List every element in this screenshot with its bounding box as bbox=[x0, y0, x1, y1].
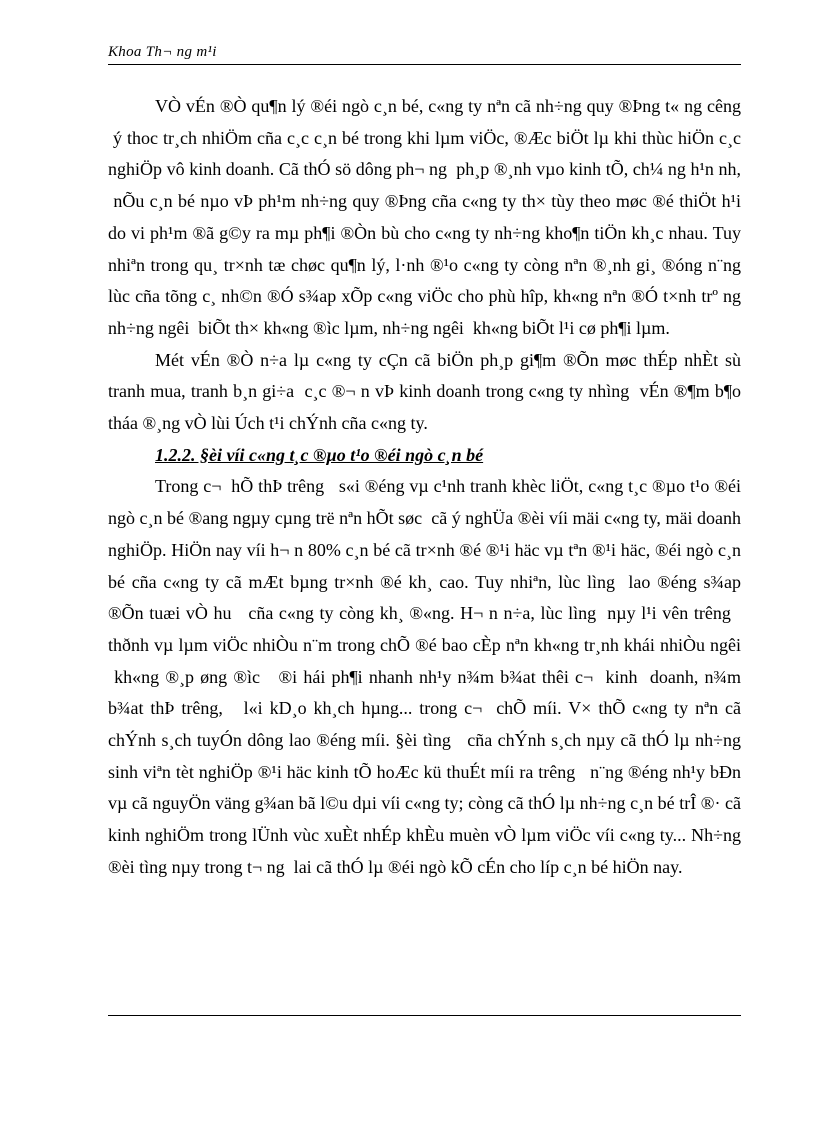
footer-divider bbox=[108, 1015, 741, 1016]
header-divider bbox=[108, 64, 741, 65]
paragraph-training: Trong c¬ hÕ thÞ trêng s«i ®éng vµ c¹nh tranh khèc liÖt, c«ng t¸c ®µo t¹o ®éi ngò c¸n bé ®ang ngµy cµng trë nªn hÕt søc cã ý nghÜa ®èi víi mäi c«ng ty, mäi doanh nghiÖp. HiÖn nay víi h¬ n 80% c¸n bé cã tr×nh ®é ®¹i häc vµ tªn ®¹i häc, ®éi ngò c¸n bé cña c«ng ty cã mÆt bµng tr×nh ®é kh¸ cao. Tuy nhiªn, lùc lìng lao ®éng s¾ap ®Õn tuæi vÒ hu cña c«ng ty còng kh¸ ®«ng. H¬ n n÷a, lùc lìng nµy l¹i vên trêng thðnh vµ lµm viÖc nhiÒu n¨m trong chÕ ®é bao cÈp nªn kh«ng tr¸nh khái nhiÒu ngêi kh«ng ®¸p øng ®ìc ®i hái ph¶i nhanh nh¹y n¾m b¾at thêi c¬ kinh doanh, n¾m b¾at thÞ trêng, l«i kD¸o kh¸ch hµng... trong c¬ chÕ míi. V× thÕ c«ng ty nªn cã chÝnh s¸ch tuyÓn dông lao ®éng míi. §èi tìng cña chÝnh s¸ch nµy cã thÓ lµ nh÷ng sinh viªn tèt nghiÖp ®¹i häc kinh tÕ hoÆc kü thuÉt míi ra trêng n¨ng ®éng nh¹y bÐn vµ cã nguyÖn väng g¾an bã l©u dµi víi c«ng ty; còng cã thÓ lµ nh÷ng c¸n bé trÎ ®· cã kinh nghiÖm trong lÜnh vùc xuÈt nhÉp khÈu muèn vÒ lµm viÖc víi c«ng ty... Nh÷ng ®èi tìng nµy trong t¬ ng lai cã thÓ lµ ®éi ngò kÕ cÉn cho líp c¸n bé hiÖn nay. bbox=[108, 476, 741, 877]
paragraph-management: VÒ vÉn ®Ò qu¶n lý ®éi ngò c¸n bé, c«ng ty nªn cã nh÷ng quy ®Þng t« ng cêng ý thoc tr¸ch nhiÖm cña c¸c c¸n bé trong khi lµm viÖc, ®Æc biÖt lµ khi thùc hiÖn c¸c nghiÖp vô kinh doanh. Cã thÓ sö dông ph¬ ng ph¸p ®¸nh vµo kinh tÕ, ch¼ ng h¹n nh, nÕu c¸n bé nµo vÞ ph¹m nh÷ng quy ®Þng cña c«ng ty th× tùy theo møc ®é thiÖt h¹i do vi ph¹m ®ã g©y ra mµ ph¶i ®Òn bù cho c«ng ty nh÷ng kho¶n tiÖn kh¸c nhau. Tuy nhiªn trong qu¸ tr×nh tæ chøc qu¶n lý, l·nh ®¹o c«ng ty còng nªn ®¸nh gi¸ ®óng n¨ng lùc cña tõng c¸ nh©n ®Ó s¾ap xÕp c«ng viÖc cho phù hîp, kh«ng nªn ®Ó t×nh trº ng nh÷ng ngêi biÕt th× kh«ng ®ìc lµm, nh÷ng ngêi kh«ng biÕt l¹i cø ph¶i lµm. bbox=[108, 96, 741, 338]
section-heading: 1.2.2. §èi víi c«ng t¸c ®µo t¹o ®éi ngò c¸n bé bbox=[155, 444, 484, 465]
document-body bbox=[108, 91, 741, 884]
page-header-title: Khoa Th¬ ng m¹i bbox=[108, 44, 217, 60]
paragraph-competition: Mét vÉn ®Ò n÷a lµ c«ng ty cÇn cã biÖn ph¸p gi¶m ®Õn møc thÉp nhÈt sù tranh mua, tranh b¸n gi÷a c¸c ®¬ n vÞ kinh doanh trong c«ng ty nhìng vÉn ®¶m b¶o tháa ®¸ng vÒ lùi Úch t¹i chÝnh cña c«ng ty. bbox=[108, 349, 741, 434]
